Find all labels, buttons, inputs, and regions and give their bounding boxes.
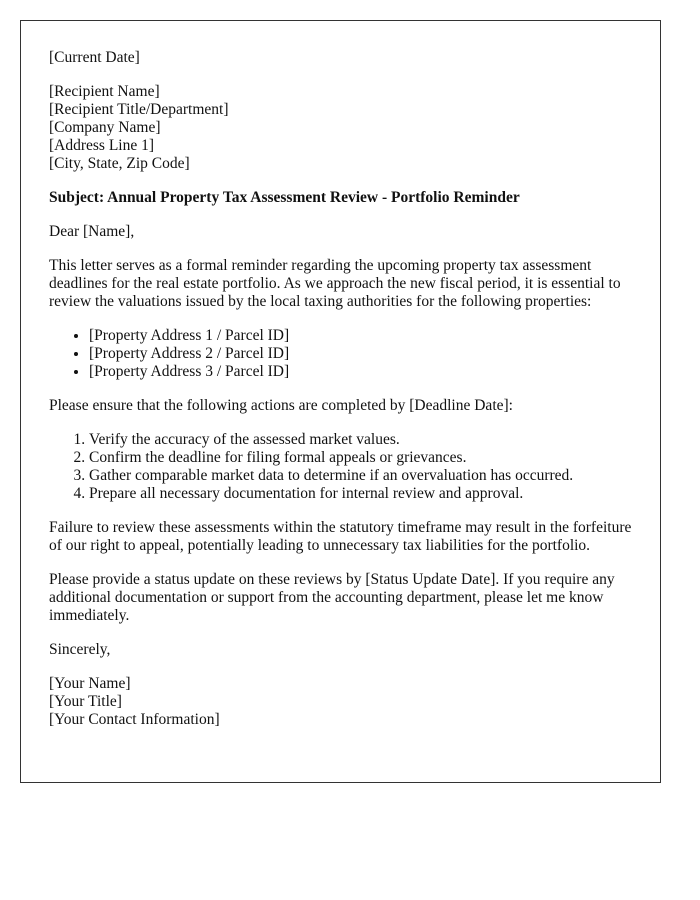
- letter-date: [Current Date]: [49, 49, 140, 66]
- action-item: 2. Confirm the deadline for filing formal appeals or grievances.: [89, 449, 632, 467]
- property-list: [49, 327, 632, 381]
- property-item: • [Property Address 3 / Parcel ID]: [89, 363, 632, 381]
- letter-subject: Subject: Annual Property Tax Assessment Review - Portfolio Reminder: [49, 189, 520, 206]
- action-item: 3. Gather comparable market data to determine if an overvaluation has occurred.: [89, 467, 632, 485]
- recipient-block: [49, 83, 632, 173]
- actions-intro: Please ensure that the following actions are completed by [Deadline Date]:: [49, 397, 513, 414]
- recipient-title: [Recipient Title/Department]: [49, 101, 229, 118]
- sender-title: [Your Title]: [49, 693, 122, 710]
- salutation: Dear [Name],: [49, 223, 135, 240]
- signature-block: [49, 675, 632, 729]
- action-list: [49, 431, 632, 503]
- property-item: • [Property Address 2 / Parcel ID]: [89, 345, 632, 363]
- property-item: • [Property Address 1 / Parcel ID]: [89, 327, 632, 345]
- recipient-address-line-1: [Address Line 1]: [49, 137, 155, 154]
- closing: Sincerely,: [49, 641, 111, 658]
- recipient-name: [Recipient Name]: [49, 83, 160, 100]
- letter-page: [20, 20, 661, 783]
- sender-contact: [Your Contact Information]: [49, 711, 220, 728]
- sender-name: [Your Name]: [49, 675, 131, 692]
- warning-paragraph: Failure to review these assessments within the statutory timeframe may result in the forfeiture of our right to appeal, potentially leading to unnecessary tax liabilities for the portfolio.: [49, 519, 632, 554]
- status-paragraph: Please provide a status update on these reviews by [Status Update Date]. If you require any additional documentation or support from the accounting department, please let me know immediately.: [49, 571, 615, 624]
- action-item: 1. Verify the accuracy of the assessed market values.: [89, 431, 632, 449]
- action-item: 4. Prepare all necessary documentation for internal review and approval.: [89, 485, 632, 503]
- recipient-company: [Company Name]: [49, 119, 161, 136]
- intro-paragraph: This letter serves as a formal reminder regarding the upcoming property tax assessment deadlines for the real estate portfolio. As we approach the new fiscal period, it is essential to review the valuations issued by the local taxing authorities for the following properties:: [49, 257, 621, 310]
- recipient-city-state-zip: [City, State, Zip Code]: [49, 155, 190, 172]
